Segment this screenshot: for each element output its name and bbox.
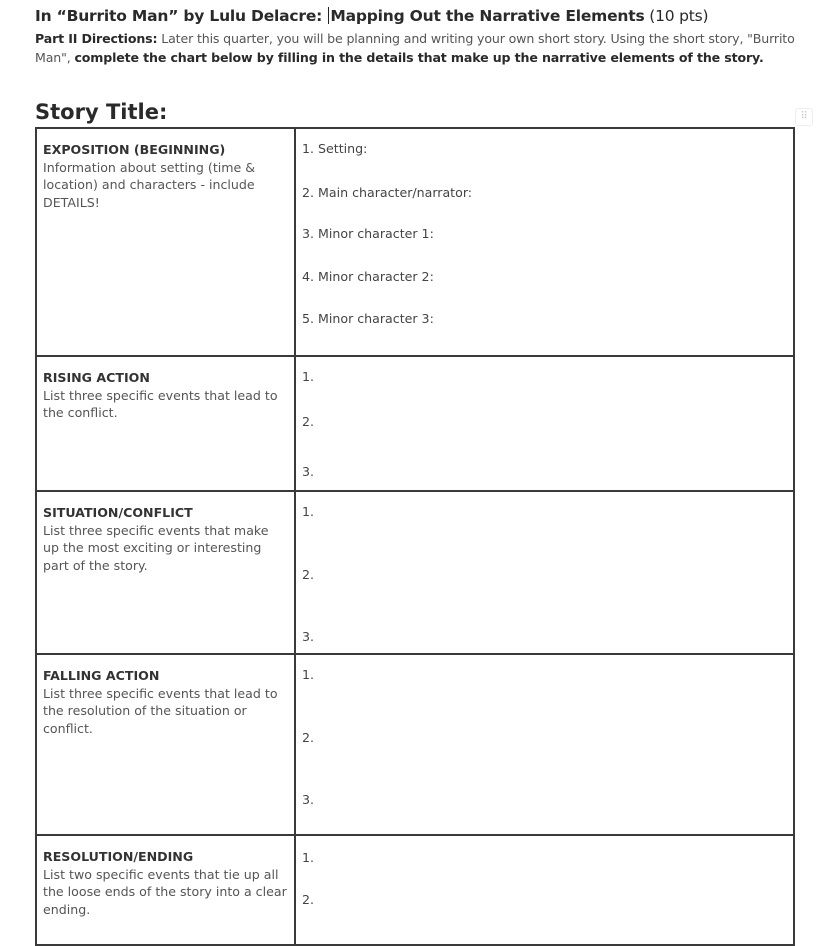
directions-emphasis: complete the chart below by filling in the details that make up the narrative elements of the story. (74, 50, 764, 65)
answer-prompt[interactable]: 2. (302, 567, 315, 582)
answer-prompt[interactable]: 2. (302, 892, 315, 907)
element-label-cell (36, 835, 295, 945)
story-title-label[interactable]: Story Title: (35, 100, 168, 124)
element-label-cell (36, 491, 295, 654)
heading-main: Mapping Out the Narrative Elements (330, 7, 645, 25)
answer-prompt[interactable]: 3. (302, 792, 315, 807)
answer-cell[interactable] (295, 835, 794, 945)
answer-cell[interactable] (295, 491, 794, 654)
answer-prompt[interactable]: 1. (302, 369, 315, 384)
answer-prompt[interactable]: 1. Setting: (302, 141, 368, 156)
heading-points: (10 pts) (644, 7, 709, 25)
table-row (36, 356, 794, 491)
element-label-cell (36, 356, 295, 491)
element-description: List three specific events that make up the most exciting or interesting part of the story. (43, 522, 269, 573)
answer-prompt[interactable]: 1. (302, 850, 315, 865)
table-drag-handle-icon[interactable]: ⠿ (795, 108, 813, 126)
answer-prompt[interactable]: 3. (302, 629, 315, 644)
table-row (36, 654, 794, 835)
answer-cell[interactable] (295, 356, 794, 491)
answer-prompt[interactable]: 2. (302, 414, 315, 429)
heading-prefix: In “Burrito Man” by Lulu Delacre: (35, 7, 328, 25)
answer-prompt[interactable]: 4. Minor character 2: (302, 269, 434, 284)
answer-prompt[interactable]: 5. Minor character 3: (302, 311, 434, 326)
element-description: List three specific events that lead to the resolution of the situation or conflict. (43, 685, 278, 736)
element-title: FALLING ACTION (43, 668, 160, 683)
element-description: Information about setting (time & location) and characters - include DETAILS! (43, 159, 256, 210)
narrative-elements-table (35, 127, 795, 946)
directions-paragraph (35, 29, 795, 67)
answer-cell[interactable] (295, 654, 794, 835)
element-label-cell (36, 128, 295, 356)
element-title: SITUATION/CONFLICT (43, 505, 193, 520)
directions-text: Later this quarter, you will be planning and writing your own short story. Using the short story, "Burrito Man", (35, 31, 795, 65)
element-description: List two specific events that tie up all the loose ends of the story into a clear ending. (43, 866, 287, 917)
worksheet-heading (35, 7, 823, 25)
answer-cell[interactable] (295, 128, 794, 356)
answer-prompt[interactable]: 1. (302, 667, 315, 682)
answer-prompt[interactable]: 1. (302, 504, 315, 519)
table-row (36, 491, 794, 654)
table-row (36, 128, 794, 356)
table-row (36, 835, 794, 945)
answer-prompt[interactable]: 2. (302, 730, 315, 745)
answer-prompt[interactable]: 2. Main character/narrator: (302, 185, 473, 200)
element-title: EXPOSITION (BEGINNING) (43, 142, 226, 157)
answer-prompt[interactable]: 3. (302, 464, 315, 479)
element-title: RISING ACTION (43, 370, 150, 385)
answer-prompt[interactable]: 3. Minor character 1: (302, 226, 434, 241)
element-label-cell (36, 654, 295, 835)
element-title: RESOLUTION/ENDING (43, 849, 194, 864)
element-description: List three specific events that lead to the conflict. (43, 387, 278, 420)
directions-label: Part II Directions: (35, 31, 158, 46)
